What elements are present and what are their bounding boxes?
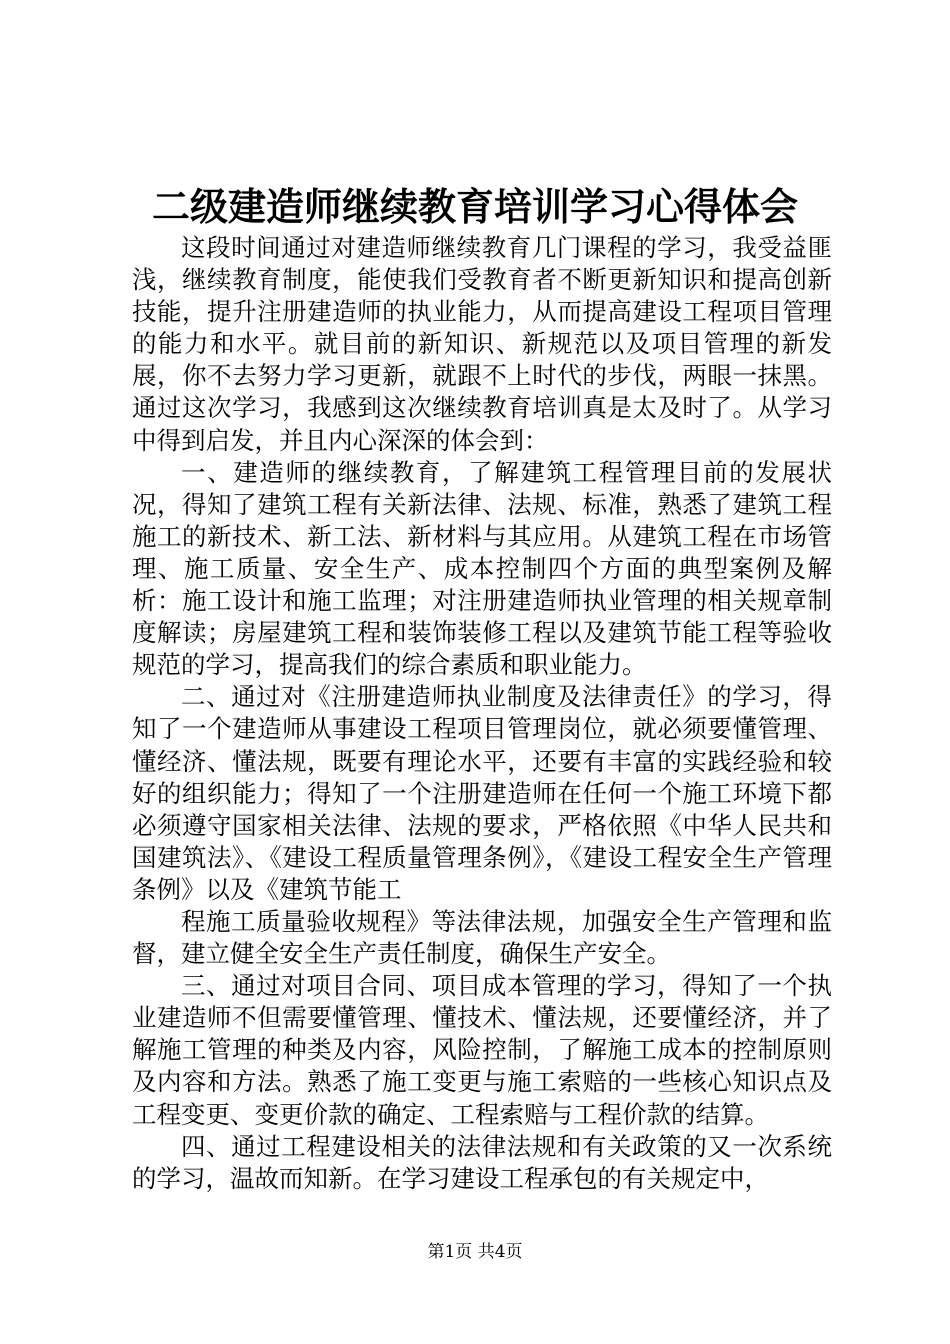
- paragraph-section-2: 二、通过对《注册建造师执业制度及法律责任》的学习，得知了一个建造师从事建设工程项目管理岗位，就必须要懂管理、懂经济、懂法规，既要有理论水平，还要有丰富的实践经验和较好的组织能力；得知了一个注册建造师在任何一个施工环境下都必须遵守国家相关法律、法规的要求，严格依照《中华人民共和国建筑法》、《建设工程质量管理条例》，《建设工程安全生产管理条例》以及《建筑节能工: [132, 682, 832, 904]
- paragraph-section-3: 三、通过对项目合同、项目成本管理的学习，得知了一个执业建造师不但需要懂管理、懂技术、懂法规，还要懂经济，并了解施工管理的种类及内容，风险控制，了解施工成本的控制原则及内容和方法。熟悉了施工变更与施工索赔的一些核心知识点及工程变更、变更价款的确定、工程索赔与工程价款的结算。: [132, 971, 832, 1129]
- paragraph-section-4: 四、通过工程建设相关的法律法规和有关政策的又一次系统的学习，温故而知新。在学习建设工程承包的有关规定中，: [132, 1131, 832, 1193]
- paragraph-section-1: 一、建造师的继续教育，了解建筑工程管理目前的发展状况，得知了建筑工程有关新法律、法规、标准，熟悉了建筑工程施工的新技术、新工法、新材料与其应用。从建筑工程在市场管理、施工质量、安全生产、成本控制四个方面的典型案例及解析：施工设计和施工监理；对注册建造师执业管理的相关规章制度解读；房屋建筑工程和装饰装修工程以及建筑节能工程等验收规范的学习，提高我们的综合素质和职业能力。: [132, 457, 832, 680]
- document-title: 二级建造师继续教育培训学习心得体会: [151, 184, 798, 229]
- paragraph-intro: 这段时间通过对建造师继续教育几门课程的学习，我受益匪浅，继续教育制度，能使我们受教育者不断更新知识和提高创新技能，提升注册建造师的执业能力，从而提高建设工程项目管理的能力和水平。就目前的新知识、新规范以及项目管理的新发展，你不去努力学习更新，就跟不上时代的步伐，两眼一抹黑。通过这次学习，我感到这次继续教育培训真是太及时了。从学习中得到启发，并且内心深深的体会到：: [132, 233, 832, 455]
- document-body: [132, 232, 832, 1195]
- paragraph-section-2-continued: 程施工质量验收规程》等法律法规，加强安全生产管理和监督，建立健全安全生产责任制度，确保生产安全。: [132, 906, 832, 969]
- page-number-footer: 第1页 共4页: [427, 1242, 523, 1262]
